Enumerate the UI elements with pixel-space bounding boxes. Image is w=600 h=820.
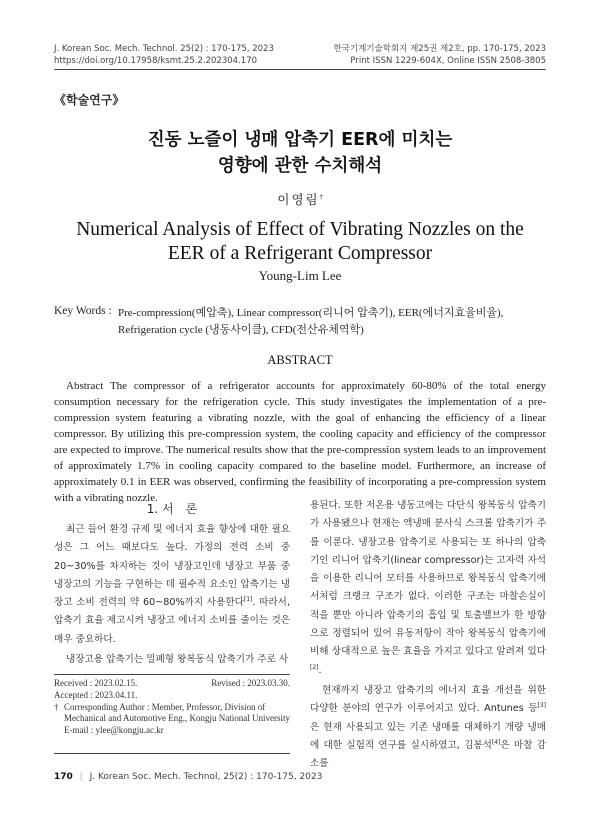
footer-journal: J. Korean Soc. Mech. Technol, 25(2) : 170-175, 2023 (89, 772, 323, 782)
intro-paragraph-1 (54, 521, 290, 649)
intro-paragraph-2: 냉장고용 압축기는 밀폐형 왕복동식 압축기가 주로 사 (66, 654, 289, 666)
right-p1-end: . (318, 664, 322, 676)
title-korean-line2: 영향에 관한 수치해석 (217, 156, 383, 176)
header-divider (54, 69, 546, 70)
corresponding-mark: † (319, 193, 323, 201)
footnote-divider-top (54, 674, 290, 675)
right-p2-text: 현재까지 냉장고 압축기의 에너지 효율 개선을 위한 다양한 분야의 연구가 이루어지고 있다. Antunes 등 (310, 684, 546, 715)
footnote-divider-bottom (54, 753, 290, 754)
page-number: 170 (54, 772, 73, 782)
received-date: Received : 2023.02.15. (54, 678, 138, 688)
right-paragraph-2 (310, 682, 546, 773)
title-english-line2: EER of a Refrigerant Compressor (167, 243, 433, 264)
right-p2-text-cont: 은 현재 사용되고 있는 기존 냉매를 대체하기 개량 냉매에 대한 실험적 연구를 실시하였고, 김봉석 (310, 721, 546, 751)
abstract-body: Abstract The compressor of a refrigerator accounts for approximately 60-80% of the total energy consumption necessary for the refrigeration cycle. This study investigates the implementation of a pre-compression system featuring a vibrating nozzle, with the goal of enhancing the efficiency of a linear compressor. By utilizing this pre-compression system, the cooling capacity and efficiency of the compressor are expected to improve. The numerical results show that the pre-compression system leads to an improvement of approximately 1.7% in cooling capacity compared to the baseline model. Furthermore, an increase of approximately 0.1 in EER was observed, confirming the feasibility of incorporating a pre-compression system with a vibrating nozzle. (54, 380, 546, 504)
author-korean-name: 이영림 (277, 192, 320, 207)
title-english-line1: Numerical Analysis of Effect of Vibrating Nozzles on the (76, 219, 524, 240)
received-revised-line (54, 678, 290, 690)
author-email[interactable]: E-mail : ylee@kongju.ac.kr (64, 724, 164, 735)
keywords-text: Pre-compression(예압축), Linear compressor(리니어 압축기), EER(에너지효율비율), Refrigeration cycle (냉동사이클), CFD(전산유체역학) (118, 307, 504, 336)
issn-line: Print ISSN 1229-604X, Online ISSN 2508-3805 (350, 56, 546, 66)
citation-ref[interactable]: [2] (310, 663, 319, 671)
section-heading-introduction: 1. 서 론 (146, 502, 198, 516)
corresponding-author-note (54, 702, 290, 725)
doi-link[interactable]: https://doi.org/10.17958/ksmt.25.2.202304.170 (54, 56, 258, 66)
citation-ref[interactable]: [4] (491, 738, 501, 746)
corresponding-author-text: Corresponding Author : Member, Professor, Division of Mechanical and Automotive Eng., Kongju National University (64, 701, 290, 724)
title-korean-line1: 진동 노즐이 냉매 압축기 EER에 미치는 (147, 130, 453, 150)
page-footer (54, 772, 322, 782)
abstract-heading: ABSTRACT (267, 353, 333, 367)
author-korean (0, 190, 600, 208)
accepted-date: Accepted : 2023.04.11. (54, 690, 138, 700)
right-paragraph-1 (310, 497, 546, 680)
citation-ref[interactable]: [1] (243, 596, 253, 603)
author-english: Young-Lim Lee (258, 268, 342, 283)
journal-citation-ko: 한국기계기술학회지 제25권 제2호, pp. 170-175, 2023 (333, 44, 546, 54)
right-column-body (310, 497, 546, 773)
article-type-label: 《학술연구》 (54, 93, 125, 107)
revised-date: Revised : 2023.03.30. (211, 678, 290, 688)
keywords-label: Key Words : (54, 305, 112, 317)
article-history (54, 678, 290, 736)
right-p2-text-end: 은 마찰 감소를 (310, 739, 546, 770)
journal-citation: J. Korean Soc. Mech. Technol. 25(2) : 170-175, 2023 (54, 44, 274, 54)
intro-p1-text: 최근 들어 환경 규제 및 에너지 효율 향상에 대한 필요성은 그 어느 때보다도 높다. 가정의 전력 소비 중 20~30%를 차지하는 것이 냉장고인데 냉장고 부품 중 냉장고의 기능을 구현하는 데 필수적 요소인 압축기는 냉장고 소비 전력의 약 60~80%까지 사용한다 (54, 524, 290, 609)
corresponding-mark: † (54, 701, 59, 712)
right-p1-text: 용된다. 또한 저온용 냉동고에는 다단식 왕복동식 압축기가 사용됐으나 현재는 액냉매 분사식 스크롤 압축기가 주를 이룬다. 냉장고용 압축기로 사용되는 또 하나의 압축기인 리니어 압축기(linear compressor)는 고자력 자석을 이용한 리니어 모터를 사용하므로 왕복동식 압축기에서처럼 크랭크 구조가 없다. 이러한 구조는 마찰손실이 적을 뿐만 아니라 압축기의 흡입 및 토출밸브가 한 방향으로 정렬되어 있어 유동저항이 작아 왕복동식 압축기에 비해 상대적으로 높은 효율을 가지고 있다고 알려져 있다 (310, 500, 546, 658)
intro-p1-text-cont: . 따라서, 압축기 효율 제고시켜 냉장고 에너지 소비를 줄이는 것은 매우 중요하다. (54, 597, 290, 645)
citation-ref[interactable]: [3] (537, 702, 546, 710)
footer-separator: | (79, 772, 83, 782)
left-column-body (54, 521, 290, 669)
